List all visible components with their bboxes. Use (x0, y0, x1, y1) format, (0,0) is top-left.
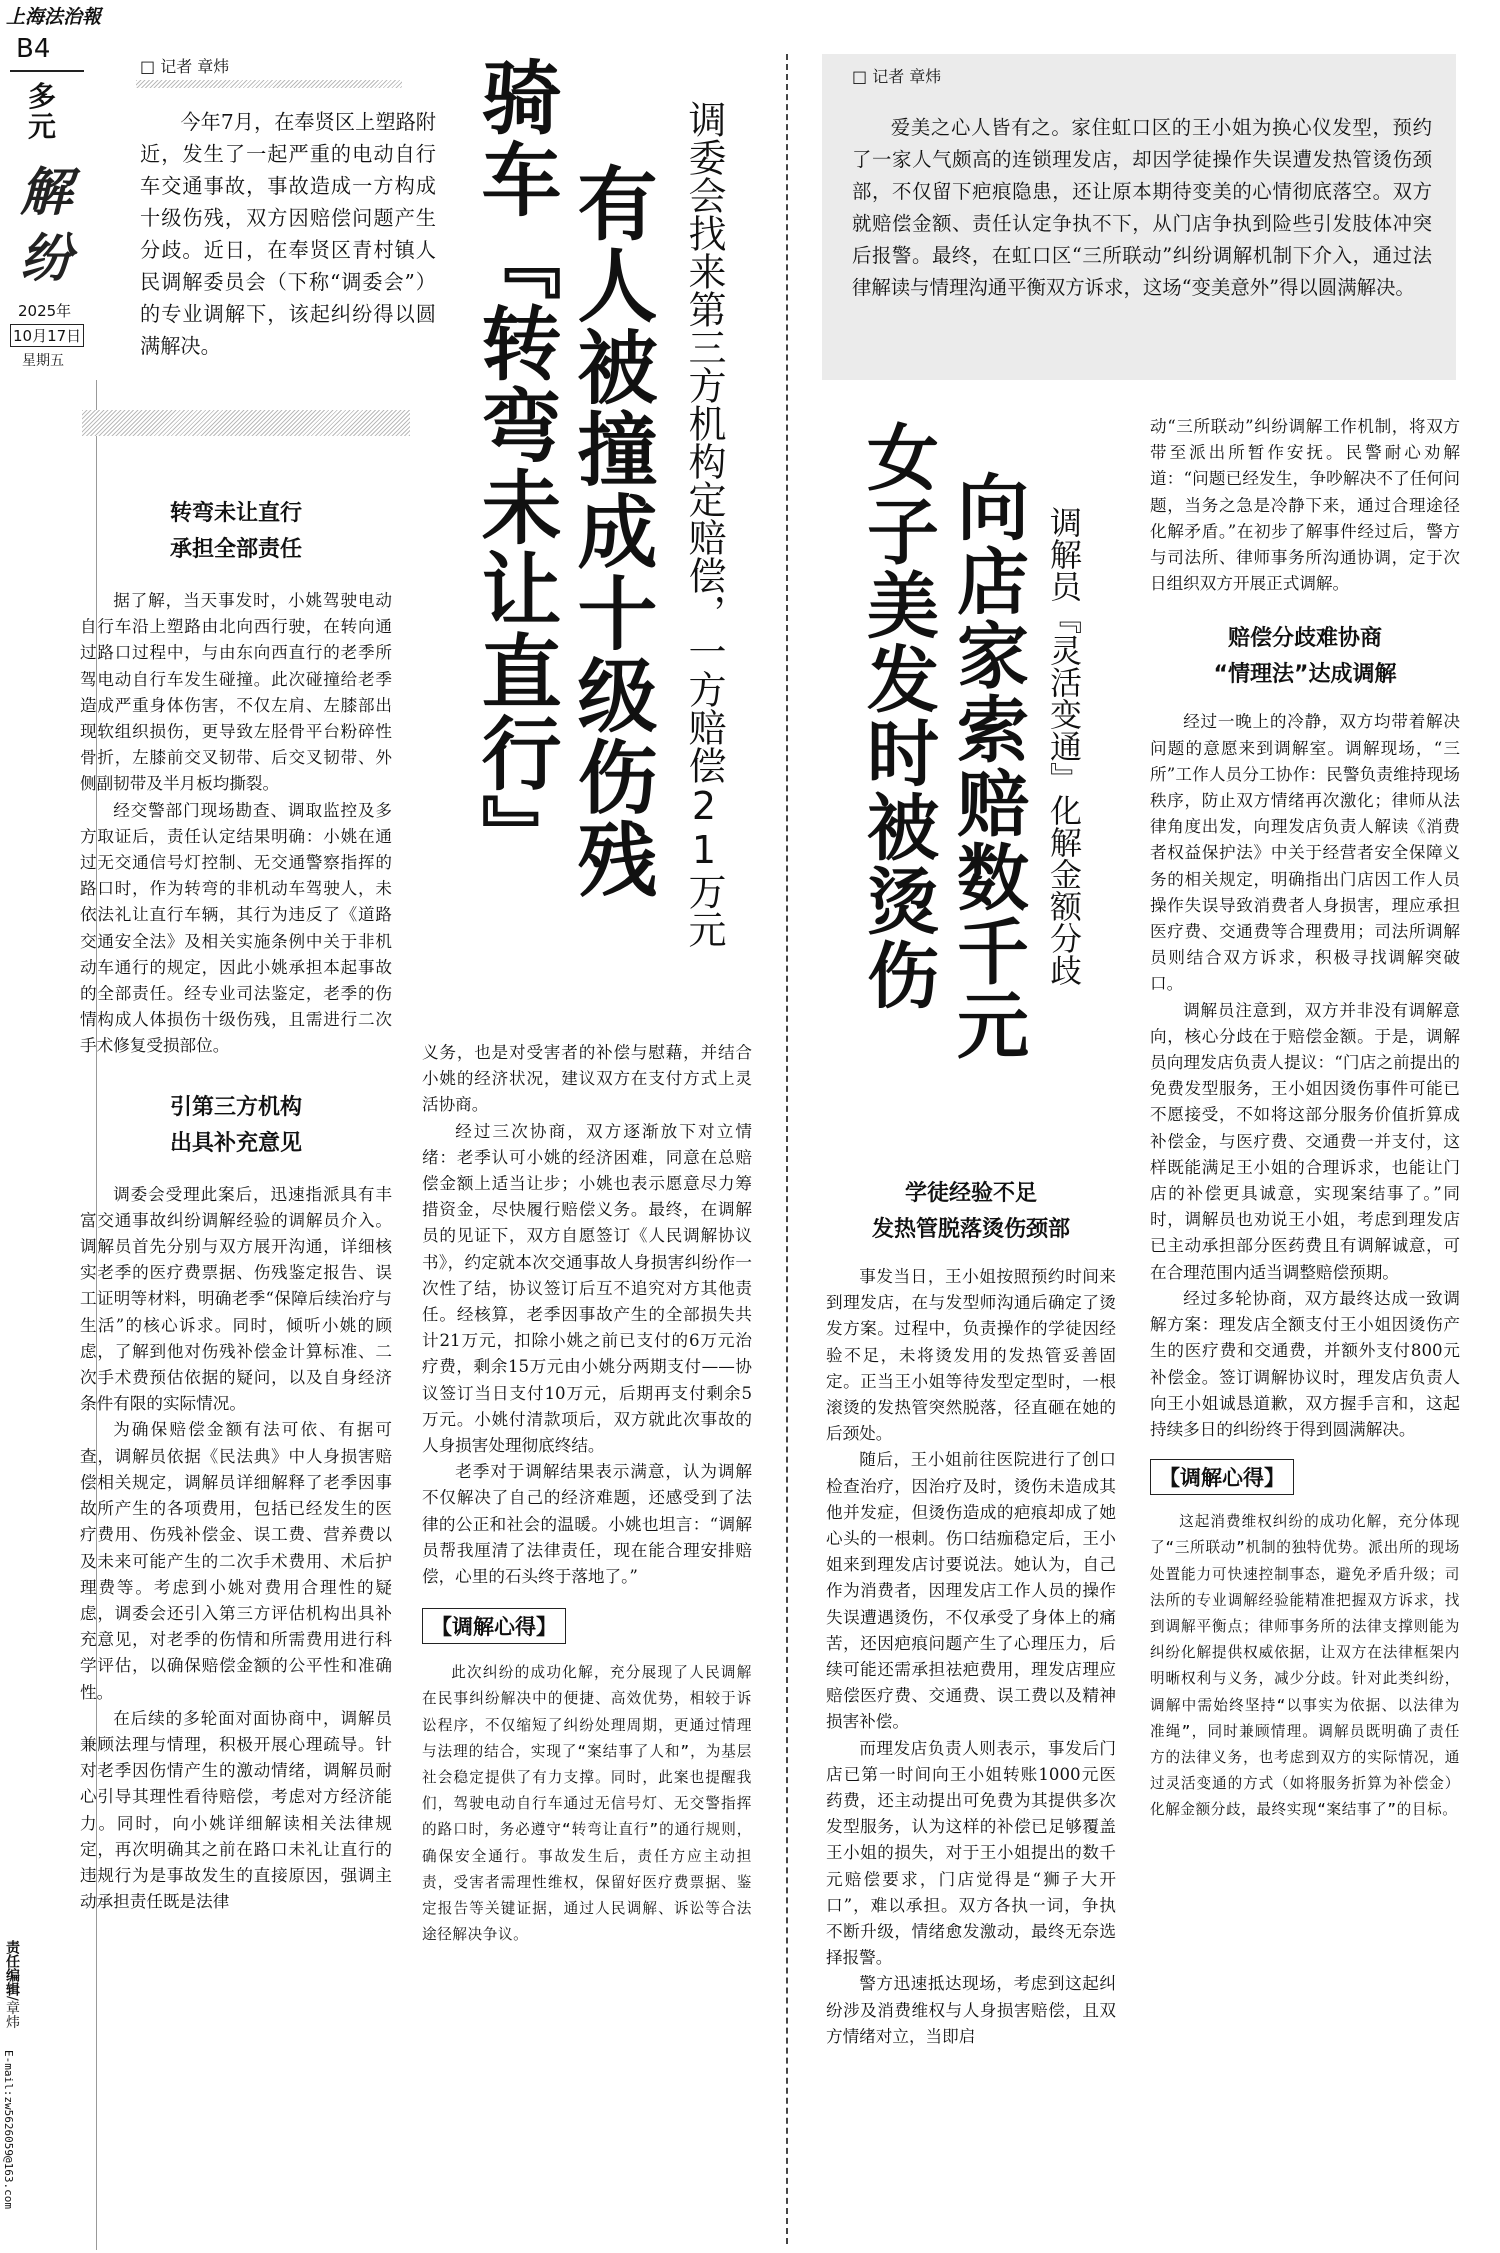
story1-para-4: 为确保赔偿金额有法可依、有据可查，调解员依据《民法典》中人身损害赔偿相关规定，调解员详细解释了老季因事故所产生的各项费用，包括已经发生的医疗费用、伤残补偿金、误工费、营养费以及未来可能产生的二次手术费用、术后护理费等。考虑到小姚对费用合理性的疑虑，调委会还引入第三方评估机构出具补充意见，对老季的伤情和所需费用进行科学评估，以确保赔偿金额的公平性和准确性。 (80, 1420, 392, 1702)
story1-byline-rule (136, 80, 402, 88)
story2-para-8: 经过多轮协商，双方最终达成一致调解方案：理发店全额支付王小姐因烫伤产生的医疗费和交通费，并额外支付800元补偿金。签订调解协议时，理发店负责人向王小姐诚恳道歉，双方握手言和，这起持续多日的纠纷终于得到圆满解决。 (1150, 1288, 1460, 1439)
story2-headline-b: 向店家索赔数千元 (945, 470, 1030, 1062)
story2-insight-title: 【调解心得】 (1150, 1459, 1294, 1495)
story1-lead: 今年7月，在奉贤区上塑路附近，发生了一起严重的电动自行车交通事故，事故造成一方构成十级伤残，双方因赔偿问题产生分歧。近日，在奉贤区青村镇人民调解委员会（下称“调委会”）的专业调解下，该起纠纷得以圆满解决。 (140, 110, 436, 358)
story2-para-2: 随后，王小姐前往医院进行了创口检查治疗，因治疗及时，烫伤未造成其他并发症，但烫伤造成的疤痕却成了她心头的一根刺。伤口结痂稳定后，王小姐来到理发店讨要说法。她认为，自己作为消费者，因理发店工作人员的操作失误遭遇烫伤，不仅承受了身体上的痛苦，还因疤痕问题产生了心理压力，后续可能还需承担祛疤费用，理发店理应赔偿医疗费、交通费、误工费以及精神损害补偿。 (826, 1450, 1116, 1732)
story2-lead: 爱美之心人皆有之。家住虹口区的王小姐为换心仪发型，预约了一家人气颇高的连锁理发店，却因学徒操作失误遭发热管烫伤颈部，不仅留下疤痕隐患，还让原本期待变美的心情彻底落空。双方就赔偿金额、责任认定争执不下，从门店争执到险些引发肢体冲突后报警。最终，在虹口区“三所联动”纠纷调解机制下介入，通过法律解读与情理沟通平衡双方诉求，这场“变美意外”得以圆满解决。 (852, 116, 1432, 299)
story2-byline-icon: □ (852, 67, 868, 86)
section-title: 多元 (28, 80, 57, 143)
story1-headline-b: 有人被撞成十级伤残 (564, 162, 658, 900)
story2-byline-text: 记者 章炜 (872, 67, 942, 86)
story-divider (786, 54, 788, 2244)
story1-lead-rule (82, 410, 410, 436)
editor-title: 责任编辑 (4, 1940, 20, 1996)
story1-subhead-1b: 承担全部责任 (169, 537, 302, 562)
masthead-rule (10, 70, 84, 72)
story1-para-2: 经交警部门现场勘查、调取监控及多方取证后，责任认定结果明确：小姚在通过无交通信号灯控制、无交通警察指挥的路口时，作为转弯的非机动车驾驶人，未依法礼让直行车辆，其行为违反了《道路交通安全法》及相关实施条例中关于非机动车通行的规定，因此小姚承担本起事故的全部责任。经专业司法鉴定，老季的伤情构成人体损伤十级伤残，且需进行二次手术修复受损部位。 (80, 800, 392, 1056)
story2-para-1: 事发当日，王小姐按照预约时间来到理发店，在与发型师沟通后确定了烫发方案。过程中，负责操作的学徒因经验不足，未将烫发用的发热管妥善固定。正当王小姐等待发型定型时，一根滚烫的发热管突然脱落，径直砸在她的后颈处。 (826, 1267, 1116, 1444)
story1-column-2 (422, 1040, 752, 1949)
story1-subhead-2b: 出具补充意见 (169, 1130, 302, 1156)
story1-subhead-2: 引第三方机构 (169, 1094, 302, 1120)
editor-email: E-mail:zw5626059@163.com (2, 2050, 15, 2209)
story2-column-1 (826, 1176, 1116, 2050)
story1-para-8: 老季对于调解结果表示满意，认为调解不仅解决了自己的经济难题，还感受到了法律的公正和社会的温暖。小姚也坦言：“调解员帮我厘清了法律责任，现在能合理安排赔偿，心里的石头终于落地了。” (422, 1462, 752, 1587)
story2-subhead-2b: “情理法”达成调解 (1213, 662, 1397, 688)
story2-insight: 这起消费维权纠纷的成功化解，充分体现了“三所联动”机制的独特优势。派出所的现场处置能力可快速控制事态，避免矛盾升级；司法所的专业调解经验能精准把握双方诉求，找到调解平衡点；律师事务所的法律支撑则能为纠纷化解提供权威依据，让双方在法律框架内明晰权利与义务，减少分歧。针对此类纠纷，调解中需始终坚持“以事实为依据、以法律为准绳”，同时兼顾情理。调解员既明确了责任方的法律义务，也考虑到双方的实际情况，通过灵活变通的方式（如将服务折算为补偿金）化解金额分歧，最终实现“案结事了”的目标。 (1150, 1513, 1460, 1819)
story1-para-6: 义务，也是对受害者的补偿与慰藉，并结合小姚的经济状况，建议双方在支付方式上灵活协商。 (422, 1043, 752, 1115)
story2-byline (852, 64, 941, 87)
story2-lead-box (822, 54, 1456, 380)
story2-para-3: 而理发店负责人则表示，事发后门店已第一时间向王小姐转账1000元医药费，还主动提出可免费为其提供多次发型服务，认为这样的补偿已足够覆盖王小姐的损失，对于王小姐提出的数千元赔偿要求，门店觉得是“狮子大开口”，难以承担。双方各执一词，争执不断升级，情绪愈发激动，最终无奈选择报警。 (826, 1738, 1116, 1968)
story2-para-7: 调解员注意到，双方并非没有调解意向，核心分歧在于赔偿金额。于是，调解员向理发店负责人提议：“门店之前提出的免费发型服务，王小姐因烫伤事件可能已不愿接受，不如将这部分服务价值折算成补偿金，与医疗费、交通费一并支付，这样既能满足王小姐的合理诉求，也能让门店的补偿更具诚意，实现案结事了。”同时，调解员也劝说王小姐，考虑到理发店已主动承担部分医药费且有调解诚意，可在合理范围内适当调整赔偿预期。 (1150, 1000, 1460, 1282)
editor-label (0, 1940, 22, 2029)
story1-headline-a: 骑车『转弯未让直行』 (468, 56, 562, 876)
story1-byline (140, 54, 229, 77)
editor-name: /章炜 (4, 1996, 20, 2029)
story1-column-1 (80, 496, 392, 1915)
story2-subhead-1b: 发热管脱落烫伤颈部 (871, 1217, 1070, 1242)
story2-deck: 调解员『灵活变通』化解金额分歧 (1045, 506, 1083, 986)
story2-insight-header (1150, 1459, 1460, 1495)
story2-para-6: 经过一晚上的冷静，双方均带着解决问题的意愿来到调解室。调解现场，“三所”工作人员分工协作：民警负责维持现场秩序，防止双方情绪再次激化；律师从法律角度出发，向理发店负责人解读《消费者权益保护法》中关于经营者安全保障义务的相关规定，明确指出门店因工作人员操作失误导致消费者人身损害，理应承担医疗费、交通费等合理费用；司法所调解员则结合双方诉求，积极寻找调解突破口。 (1150, 712, 1460, 994)
issue-date: 10月17日 (10, 324, 84, 347)
issue-weekday: 星期五 (22, 353, 64, 369)
story1-insight: 此次纠纷的成功化解，充分展现了人民调解在民事纠纷解决中的便捷、高效优势，相较于诉讼程序，不仅缩短了纠纷处理周期，更通过情理与法理的结合，实现了“案结事了人和”，为基层社会稳定提供了有力支撑。同时，此案也提醒我们，驾驶电动自行车通过无信号灯、无交警指挥的路口时，务必遵守“转弯让直行”的通行规则，确保安全通行。事故发生后，责任方应主动担责，受害者需理性维权，保留好医疗费票据、鉴定报告等关键证据，通过人民调解、诉讼等合法途径解决争议。 (422, 1664, 752, 1944)
paper-name: 上海法治報 (6, 6, 102, 28)
story2-para-5: 动“三所联动”纠纷调解工作机制，将双方带至派出所暂作安抚。民警耐心劝解道：“问题已经发生，争吵解决不了任何问题，当务之急是冷静下来，通过合理途径化解矛盾。”在初步了解事件经过后，警方与司法所、律师事务所沟通协调，定于次日组织双方开展正式调解。 (1150, 417, 1460, 594)
story2-para-4: 警方迅速抵达现场，考虑到这起纠纷涉及消费维权与人身损害赔偿，且双方情绪对立，当即启 (826, 1974, 1116, 2046)
story1-deck: 调委会找来第三方机构定赔偿，一方赔偿21万元 (682, 100, 726, 948)
story2-column-2 (1150, 414, 1460, 1824)
story1-byline-icon: □ (140, 57, 156, 76)
story1-para-5: 在后续的多轮面对面协商中，调解员兼顾法理与情理，积极开展心理疏导。针对老季因伤情产生的激动情绪，调解员耐心引导其理性看待赔偿，考虑对方经济能力。同时，向小姚详细解读相关法律规定，再次明确其之前在路口未礼让直行的违规行为是事故发生的直接原因，强调主动承担责任既是法律 (80, 1708, 392, 1912)
story1-subhead-1: 转弯未让直行 (169, 501, 302, 526)
story1-para-1: 据了解，当天事发时，小姚驾驶电动自行车沿上塑路由北向西行驶，在转向通过路口过程中，与由东向西直行的老季所驾电动自行车发生碰撞。此次碰撞给老季造成严重身体伤害，不仅左肩、左膝部出现软组织损伤，更导致左胫骨平台粉碎性骨折，左膝前交叉韧带、后交叉韧带、外侧副韧带及半月板均撕裂。 (80, 591, 392, 794)
story2-headline-a: 女子美发时被烫伤 (855, 420, 940, 1012)
issue-year: 2025年 (18, 302, 72, 320)
story1-insight-header (422, 1608, 752, 1644)
section-glyph-1: 解 (20, 162, 73, 223)
story1-para-3: 调委会受理此案后，迅速指派具有丰富交通事故纠纷调解经验的调解员介入。调解员首先分别与双方展开沟通，详细核实老季的医疗费票据、伤残鉴定报告、误工证明等材料，明确老季“保障后续治疗与生活”的核心诉求。同时，倾听小姚的顾虑，了解到他对伤残补偿金计算标准、二次手术费预估依据的疑问，以及自身经济条件有限的实际情况。 (80, 1184, 392, 1414)
story2-subhead-1: 学徒经验不足 (904, 1181, 1037, 1206)
story1-para-7: 经过三次协商，双方逐渐放下对立情绪：老季认可小姚的经济困难，同意在总赔偿金额上适当让步；小姚也表示愿意尽力筹措资金，尽快履行赔偿义务。最终，在调解员的见证下，双方自愿签订《人民调解协议书》，约定就本次交通事故人身损害纠纷作一次性了结，协议签订后互不追究对方其他责任。经核算，老季因事故产生的全部损失共计21万元，扣除小姚之前已支付的6万元治疗费，剩余15万元由小姚分两期支付——协议签订当日支付10万元，后期再支付剩余5万元。小姚付清款项后，双方就此次事故的人身损害处理彻底终结。 (422, 1121, 752, 1456)
page-number: B4 (16, 34, 51, 64)
section-glyph-2: 纷 (20, 228, 73, 289)
story2-subhead-2: 赔偿分歧难协商 (1227, 626, 1382, 652)
story1-byline-text: 记者 章炜 (160, 57, 230, 76)
story1-insight-title: 【调解心得】 (422, 1608, 566, 1644)
